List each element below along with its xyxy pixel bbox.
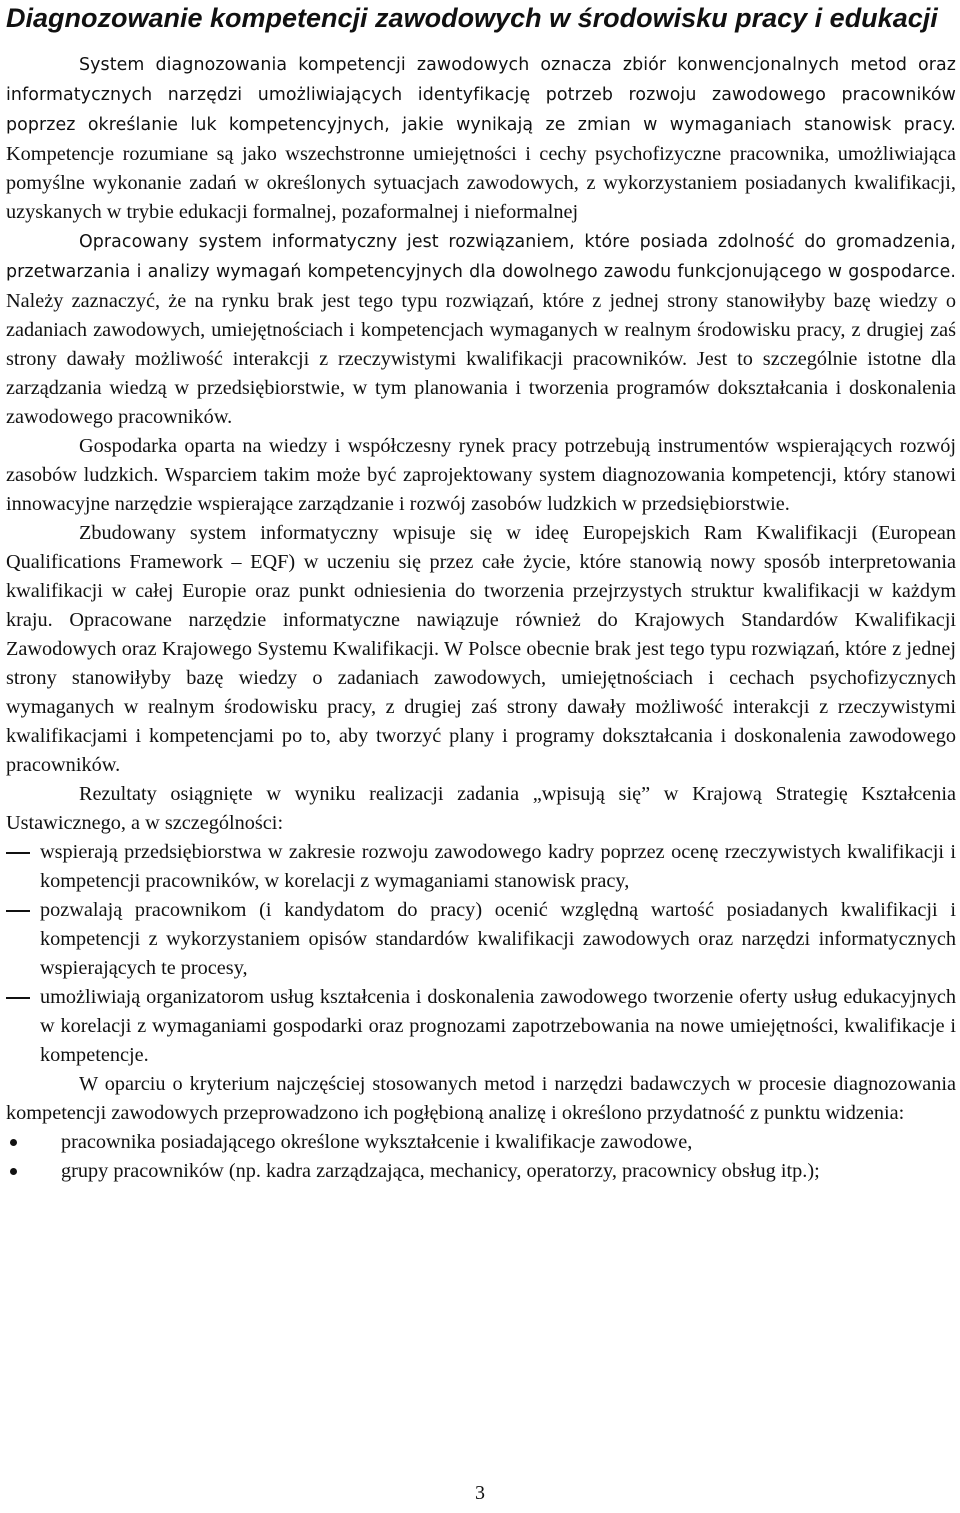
bullet-list-item: [6, 1128, 956, 1157]
dash-item-text: pozwalają pracownikom (i kandydatom do pracy) ocenić względną wartość posiadanych kwalifikacji i kompetencji z wykorzystaniem opisów standardów kwalifikacji zawodowych oraz narzędzi informatycznych wspierających te procesy,: [40, 899, 956, 979]
dash-list: [6, 838, 956, 1070]
dash-item-text: wspierają przedsiębiorstwa w zakresie rozwoju zawodowego kadry poprzez ocenę rzeczywistych kwalifikacji i kompetencji pracowników, w korelacji z wymaganiami stanowisk pracy,: [40, 841, 956, 892]
dash-item-text: umożliwiają organizatorom usług kształcenia i doskonalenia zawodowego tworzenie oferty usług edukacyjnych w korelacji z wymaganiami gospodarki oraz prognozami zapotrzebowania na nowe umiejętności, kwalifikacje i kompetencje.: [40, 986, 956, 1066]
bullet-marker: [10, 1168, 17, 1175]
dash-marker: [6, 852, 30, 854]
dash-marker: [6, 910, 30, 912]
dash-list-item: [6, 983, 956, 1070]
dash-marker: [6, 997, 30, 999]
bullet-marker: [10, 1139, 17, 1146]
paragraph-3: Gospodarka oparta na wiedzy i współczesny rynek pracy potrzebują instrumentów wspierających rozwój zasobów ludzkich. Wsparciem takim może być zaprojektowany system diagnozowania kompetencji, który stanowi innowacyjne narzędzie wspierające zarządzanie i rozwój zasobów ludzkich w przedsiębiorstwie.: [6, 435, 956, 515]
bullet-item-text: grupy pracowników (np. kadra zarządzająca, mechanicy, operatorzy, pracownicy obsług itp.);: [61, 1160, 820, 1182]
paragraph-2: [6, 227, 956, 432]
bullet-list-item: [6, 1157, 956, 1186]
paragraph-5: Rezultaty osiągnięte w wyniku realizacji zadania „wpisują się” w Krajową Strategię Kształcenia Ustawicznego, a w szczególności:: [6, 783, 956, 834]
bullet-list: [6, 1128, 956, 1186]
paragraph-1-serif-text: Kompetencje rozumiane są jako wszechstronne umiejętności i cechy psychofizyczne pracownika, umożliwiająca pomyślne wykonanie zadań w określonych sytuacjach zawodowych, z wykorzystaniem posiadanych kwalifikacji, uzyskanych w trybie edukacji formalnej, pozaformalnej i nieformalnej: [6, 143, 956, 223]
paragraph-2-serif-text: Należy zaznaczyć, że na rynku brak jest tego typu rozwiązań, które z jednej strony stanowiłyby bazę wiedzy o zadaniach zawodowych, umiejętnościach i kompetencjach wymaganych w realnym środowisku pracy, z drugiej zaś strony dawały możliwość interakcji z rzeczywistymi kwalifikacji pracowników. Jest to szczególnie istotne dla zarządzania wiedzą w przedsiębiorstwie, w tym planowania i tworzenia programów dokształcania i doskonalenia zawodowego pracowników.: [6, 290, 956, 428]
document-title: Diagnozowanie kompetencji zawodowych w środowisku pracy i edukacji: [6, 3, 938, 33]
dash-list-item: [6, 838, 956, 896]
paragraph-1-sans-text: System diagnozowania kompetencji zawodowych oznacza zbiór konwencjonalnych metod oraz informatycznych narzędzi umożliwiających identyfikację potrzeb rozwoju zawodowego pracowników poprzez określanie luk kompetencyjnych, jakie wynikają ze zmian w wymaganiach stanowisk pracy.: [6, 55, 956, 135]
page-number: 3: [475, 1482, 485, 1504]
paragraph-1: [6, 50, 956, 227]
paragraph-4: Zbudowany system informatyczny wpisuje się w ideę Europejskich Ram Kwalifikacji (European Qualifications Framework – EQF) w uczeniu się przez całe życie, które stanowią nowy sposób interpretowania kwalifikacji w całej Europie oraz punkt odniesienia do tworzenia przejrzystych struktur kwalifikacji w każdym kraju. Opracowane narzędzie informatyczne nawiązuje również do Krajowych Standardów Kwalifikacji Zawodowych oraz Krajowego Systemu Kwalifikacji. W Polsce obecnie brak jest tego typu rozwiązań, które z jednej strony stanowiłyby bazę wiedzy o zadaniach zawodowych, umiejętnościach i cechach psychofizycznych wymaganych w realnym środowisku pracy, z drugiej zaś strony dawały możliwość interakcji z rzeczywistymi kwalifikacjami i kompetencjami po to, aby tworzyć plany i programy dokształcania i doskonalenia zawodowego pracowników.: [6, 522, 956, 776]
dash-list-item: [6, 896, 956, 983]
bullet-item-text: pracownika posiadającego określone wykształcenie i kwalifikacje zawodowe,: [61, 1131, 693, 1153]
paragraph-6: W oparciu o kryterium najczęściej stosowanych metod i narzędzi badawczych w procesie diagnozowania kompetencji zawodowych przeprowadzono ich pogłębioną analizę i określono przydatność z punktu widzenia:: [6, 1073, 956, 1124]
paragraph-2-sans-text: Opracowany system informatyczny jest rozwiązaniem, które posiada zdolność do gromadzenia, przetwarzania i analizy wymagań kompetencyjnych dla dowolnego zawodu funkcjonującego w gospodarce.: [6, 232, 956, 282]
document-body: [6, 50, 956, 1186]
